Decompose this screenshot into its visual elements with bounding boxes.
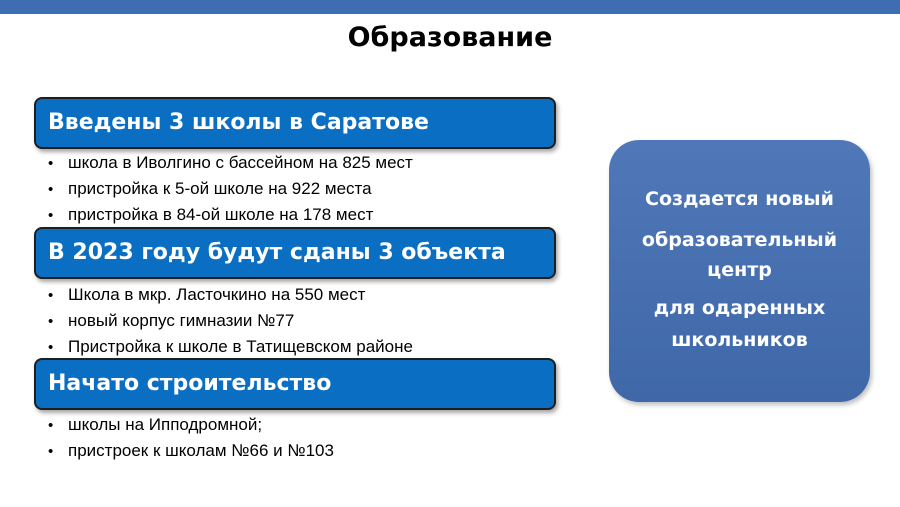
- bullet-icon: •: [48, 181, 54, 198]
- list-item: [48, 284, 413, 310]
- list-item: [48, 178, 413, 204]
- callout-line: для одаренных: [653, 297, 826, 319]
- list-item: [48, 414, 334, 440]
- list-item-text: пристройка в 84-ой школе на 178 мест: [68, 205, 374, 224]
- list-item-text: школа в Иволгино с бассейном на 825 мест: [68, 153, 413, 172]
- list-item: [48, 310, 413, 336]
- bullet-icon: •: [48, 313, 54, 330]
- bullet-icon: •: [48, 443, 54, 460]
- bullet-icon: •: [48, 417, 54, 434]
- bullet-icon: •: [48, 207, 54, 224]
- bullet-list-construction-started: [48, 414, 334, 466]
- list-item: [48, 440, 334, 466]
- list-item-text: Школа в мкр. Ласточкино на 550 мест: [68, 285, 366, 304]
- bullet-icon: •: [48, 287, 54, 304]
- section-header-construction-started: Начато строительство: [34, 358, 556, 410]
- list-item: [48, 152, 413, 178]
- list-item-text: пристройка к 5-ой школе на 922 места: [68, 179, 372, 198]
- list-item-text: школы на Ипподромной;: [68, 415, 263, 434]
- list-item-text: пристроек к школам №66 и №103: [68, 441, 334, 460]
- section-header-opened-schools: Введены 3 школы в Саратове: [34, 97, 556, 149]
- callout-line: образовательный: [641, 229, 838, 251]
- callout-line: школьников: [671, 329, 808, 351]
- section-header-2023-objects: В 2023 году будут сданы 3 объекта: [34, 227, 556, 279]
- callout-line: Создается новый: [645, 188, 834, 210]
- page-title: Образование: [347, 22, 553, 53]
- list-item-text: новый корпус гимназии №77: [68, 311, 295, 330]
- bullet-list-2023-objects: [48, 284, 413, 362]
- callout-line: центр: [707, 259, 772, 281]
- bullet-icon: •: [48, 155, 54, 172]
- bullet-icon: •: [48, 339, 54, 356]
- bullet-list-opened-schools: [48, 152, 413, 230]
- top-accent-bar: [0, 0, 900, 14]
- callout-new-education-center: [609, 140, 870, 402]
- list-item-text: Пристройка к школе в Татищевском районе: [68, 337, 413, 356]
